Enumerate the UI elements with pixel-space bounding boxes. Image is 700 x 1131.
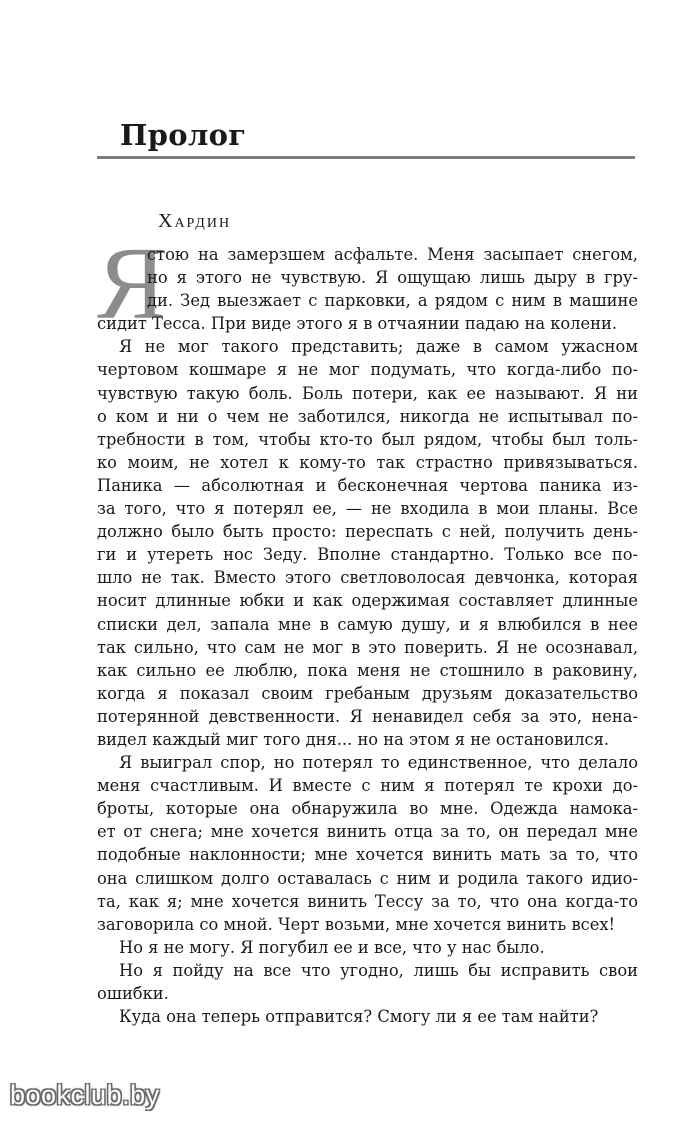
text-line: Но я не могу. Я погубил ее и все, что у нас было. — [119, 937, 545, 957]
text-line: броты, которые она обнаружила во мне. Одежда намока- — [97, 799, 638, 819]
paragraph — [97, 751, 638, 936]
text-line: подобные наклонности; мне хочется винить мать за то, что — [97, 845, 638, 865]
text-line: потерянной девственности. Я ненавидел себя за это, нена- — [97, 706, 638, 726]
paragraph — [97, 1005, 638, 1028]
text-line: носит длинные юбки и как одержимая составляет длинные — [97, 591, 638, 611]
text-line: так сильно, что сам не мог в это поверить. Я не осознавал, — [97, 637, 638, 657]
text-line: требности в том, чтобы кто-то был рядом, чтобы был толь- — [97, 429, 638, 449]
character-name-heading: Хардин — [158, 210, 232, 232]
text-line: ошибки. — [97, 984, 169, 1003]
text-line: ги и утереть нос Зеду. Вполне стандартно. Только все по- — [97, 545, 638, 565]
drop-cap: Я — [97, 226, 167, 341]
text-line: о ком и ни о чем не заботился, никогда не испытывал по- — [97, 406, 638, 426]
paragraph — [97, 936, 638, 959]
paragraph — [97, 243, 638, 335]
text-line: как сильно ее люблю, пока меня не стошнило в раковину, — [97, 660, 638, 680]
title-underline-rule — [97, 156, 635, 159]
text-line: Куда она теперь отправится? Смогу ли я ее там найти? — [119, 1007, 599, 1027]
text-line: но я этого не чувствую. Я ощущаю лишь дыру в гру- — [147, 268, 638, 288]
text-line: Я выиграл спор, но потерял то единственное, что делало — [119, 753, 638, 773]
paragraph — [97, 959, 638, 1005]
text-line: она слишком долго оставалась с ним и родила такого идио- — [97, 868, 638, 888]
paragraph — [97, 335, 638, 751]
text-line: Но я пойду на все что угодно, лишь бы исправить свои — [119, 960, 638, 980]
body-text — [97, 243, 638, 1028]
text-line: за того, что я потерял ее, — не входила в мои планы. Все — [97, 499, 638, 519]
text-line: когда я показал своим гребаным друзьям доказательство — [97, 683, 638, 703]
watermark: bookclub.by — [10, 1080, 160, 1110]
text-line: чертовом кошмаре я не мог подумать, что когда-либо по- — [97, 360, 638, 380]
text-line: стою на замерзшем асфальте. Меня засыпает снегом, — [147, 245, 638, 264]
text-line: ко моим, не хотел к кому-то так страстно привязываться. — [97, 452, 638, 472]
text-line: чувствую такую боль. Боль потери, как ее называют. Я ни — [97, 383, 638, 403]
text-line: заговорила со мной. Черт возьми, мне хочется винить всех! — [97, 914, 616, 934]
text-line: должно было быть просто: переспать с ней, получить день- — [97, 522, 638, 542]
text-line: шло не так. Вместо этого светловолосая девчонка, которая — [97, 568, 638, 588]
text-line: ди. Зед выезжает с парковки, а рядом с ним в машине — [147, 291, 638, 311]
text-line: сидит Тесса. При виде этого я в отчаянии падаю на колени. — [97, 314, 618, 334]
text-line: Паника — абсолютная и бесконечная чертова паника из- — [97, 475, 638, 495]
text-line: видел каждый миг того дня... но на этом я не остановился. — [97, 729, 610, 749]
text-line: та, как я; мне хочется винить Тессу за то, что она когда-то — [97, 891, 638, 911]
chapter-title: Пролог — [120, 118, 247, 152]
text-line: Я не мог такого представить; даже в самом ужасном — [119, 337, 638, 357]
text-line: меня счастливым. И вместе с ним я потерял те крохи до- — [97, 776, 638, 796]
text-line: ет от снега; мне хочется винить отца за то, он передал мне — [97, 822, 638, 842]
text-line: списки дел, запала мне в самую душу, и я влюбился в нее — [97, 614, 638, 634]
